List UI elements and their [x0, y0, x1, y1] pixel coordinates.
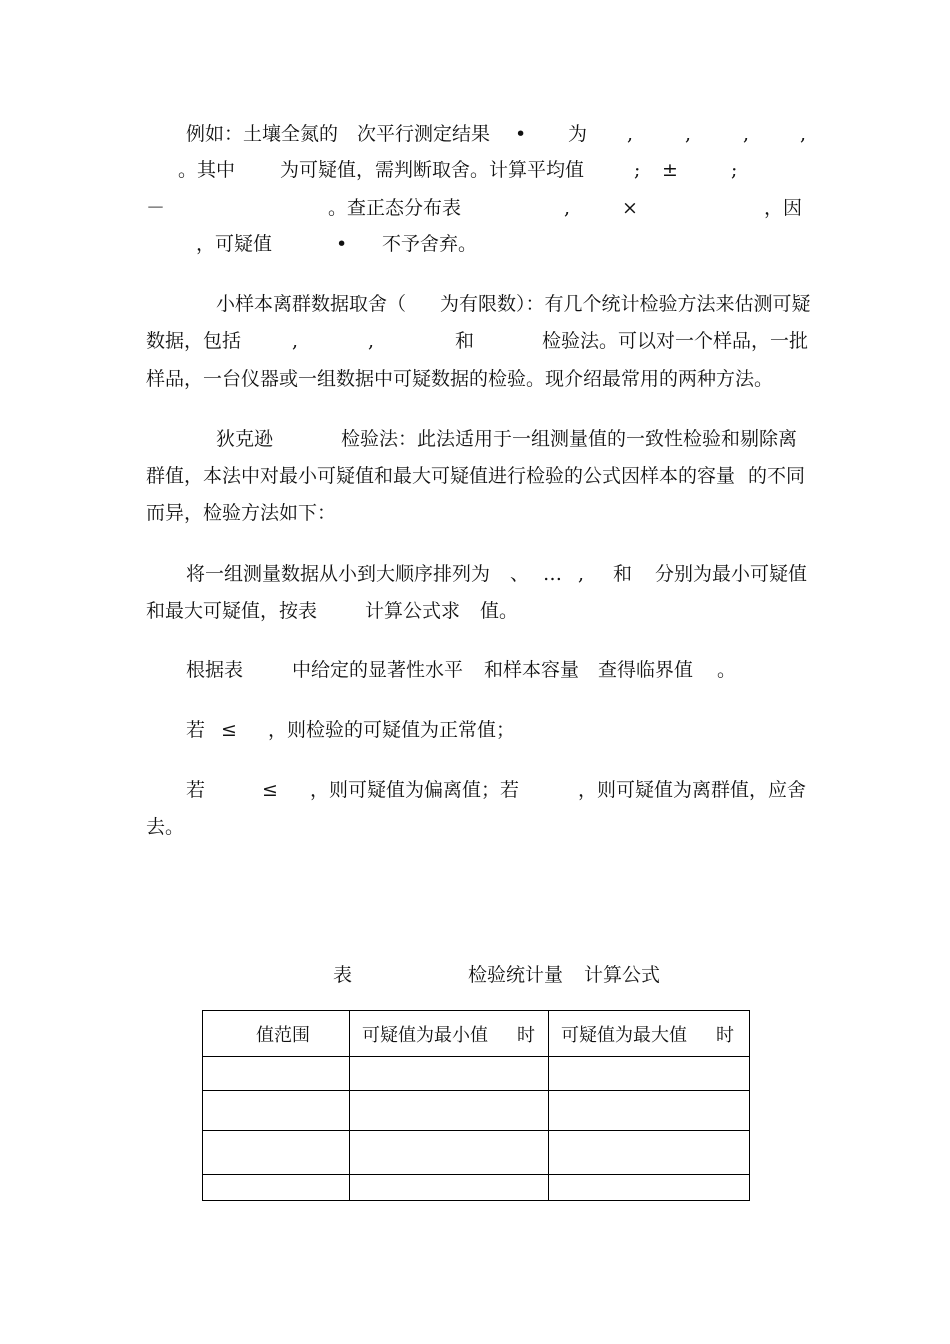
- comma: ,: [743, 123, 750, 145]
- header-text: 时: [517, 1025, 535, 1046]
- leq-sign: ≤: [262, 779, 278, 801]
- table-cell: [549, 1131, 750, 1175]
- comma: ,: [292, 330, 299, 352]
- caption-text: 计算公式: [584, 964, 661, 986]
- text: 和: [613, 563, 633, 585]
- header-text: 可疑值为最大值: [561, 1025, 687, 1046]
- text: 数据，包括: [146, 330, 242, 352]
- text: 群值，本法中对最小可疑值和最大可疑值进行检验的公式因样本的容量: [146, 465, 736, 487]
- text: 为有限数）：有几个统计检验方法来估测可疑: [440, 293, 811, 315]
- header-range: [203, 1011, 350, 1057]
- bullet: •: [336, 233, 348, 255]
- statistic-formula-table: [202, 1010, 750, 1201]
- table-cell: [203, 1057, 350, 1091]
- table-row: [203, 1175, 750, 1201]
- text: 若: [186, 719, 206, 741]
- comma: ,: [564, 197, 571, 219]
- comma: ,: [627, 123, 634, 145]
- table-row: [203, 1131, 750, 1175]
- ellipsis: …: [543, 563, 562, 585]
- text: 。其中: [178, 159, 236, 181]
- table-cell: [350, 1175, 549, 1201]
- table-cell: [203, 1131, 350, 1175]
- text: 为: [568, 123, 588, 145]
- leq-sign: ≤: [221, 719, 237, 741]
- text: 小样本离群数据取舍（: [216, 293, 407, 315]
- text: 和: [455, 330, 475, 352]
- table-cell: [350, 1057, 549, 1091]
- text: 、: [510, 563, 530, 585]
- plus-minus: ±: [662, 159, 678, 181]
- semicolon: ;: [634, 159, 641, 181]
- minus-sign: －: [146, 197, 166, 219]
- text: 的不同: [748, 465, 806, 487]
- header-text: 可疑值为最小值: [362, 1025, 488, 1046]
- table-row: [203, 1057, 750, 1091]
- text: 和最大可疑值，按表: [146, 600, 318, 622]
- table-row: [203, 1091, 750, 1131]
- table-cell: [350, 1131, 549, 1175]
- text: 例如：土壤全氮的: [186, 123, 339, 145]
- table-cell: [203, 1091, 350, 1131]
- comma: ,: [368, 330, 375, 352]
- text: ，则可疑值为离群值，应舍: [578, 779, 807, 801]
- text: 将一组测量数据从小到大顺序排列为: [186, 563, 491, 585]
- text: 。: [717, 659, 737, 681]
- bullet: •: [515, 123, 527, 145]
- text: 为可疑值，需判断取舍。计算平均值: [280, 159, 585, 181]
- text: 查得临界值: [598, 659, 694, 681]
- text: 次平行测定结果: [357, 123, 491, 145]
- header-text: 时: [716, 1025, 734, 1046]
- table-cell: [350, 1091, 549, 1131]
- comma: ,: [800, 123, 807, 145]
- text: 检验法。可以对一个样品，一批: [542, 330, 809, 352]
- text: 检验法：此法适用于一组测量值的一致性检验和剔除离: [341, 428, 798, 450]
- table-cell: [549, 1091, 750, 1131]
- caption-text: 检验统计量: [468, 964, 564, 986]
- header-max-suspect: [549, 1011, 750, 1057]
- text: 若: [186, 779, 206, 801]
- semicolon: ;: [731, 159, 738, 181]
- text: 根据表: [186, 659, 244, 681]
- text: ，因: [764, 197, 803, 219]
- comma: ,: [685, 123, 692, 145]
- table-cell: [549, 1175, 750, 1201]
- comma: ,: [578, 563, 585, 585]
- table-cell: [549, 1057, 750, 1091]
- text: 去。: [146, 816, 185, 838]
- times-sign: ×: [622, 197, 638, 219]
- text: 样品，一台仪器或一组数据中可疑数据的检验。现介绍最常用的两种方法。: [146, 368, 774, 390]
- text: 。查正态分布表: [328, 197, 462, 219]
- text: 狄克逊: [216, 428, 274, 450]
- text: ，可疑值: [196, 233, 273, 255]
- text: 分别为最小可疑值: [655, 563, 808, 585]
- header-min-suspect: [350, 1011, 549, 1057]
- text: 中给定的显著性水平: [292, 659, 464, 681]
- table-header-row: [203, 1011, 750, 1057]
- text: ，则可疑值为偏离值；若: [310, 779, 520, 801]
- table-cell: [203, 1175, 350, 1201]
- header-text: 值范围: [256, 1025, 310, 1046]
- text: 不予舍弃。: [382, 233, 478, 255]
- text: 和样本容量: [484, 659, 580, 681]
- text: 值。: [480, 600, 519, 622]
- text: 计算公式求: [365, 600, 461, 622]
- text: 而异，检验方法如下：: [146, 502, 337, 524]
- text: ，则检验的可疑值为正常值；: [268, 719, 516, 741]
- caption-label: 表: [333, 964, 353, 986]
